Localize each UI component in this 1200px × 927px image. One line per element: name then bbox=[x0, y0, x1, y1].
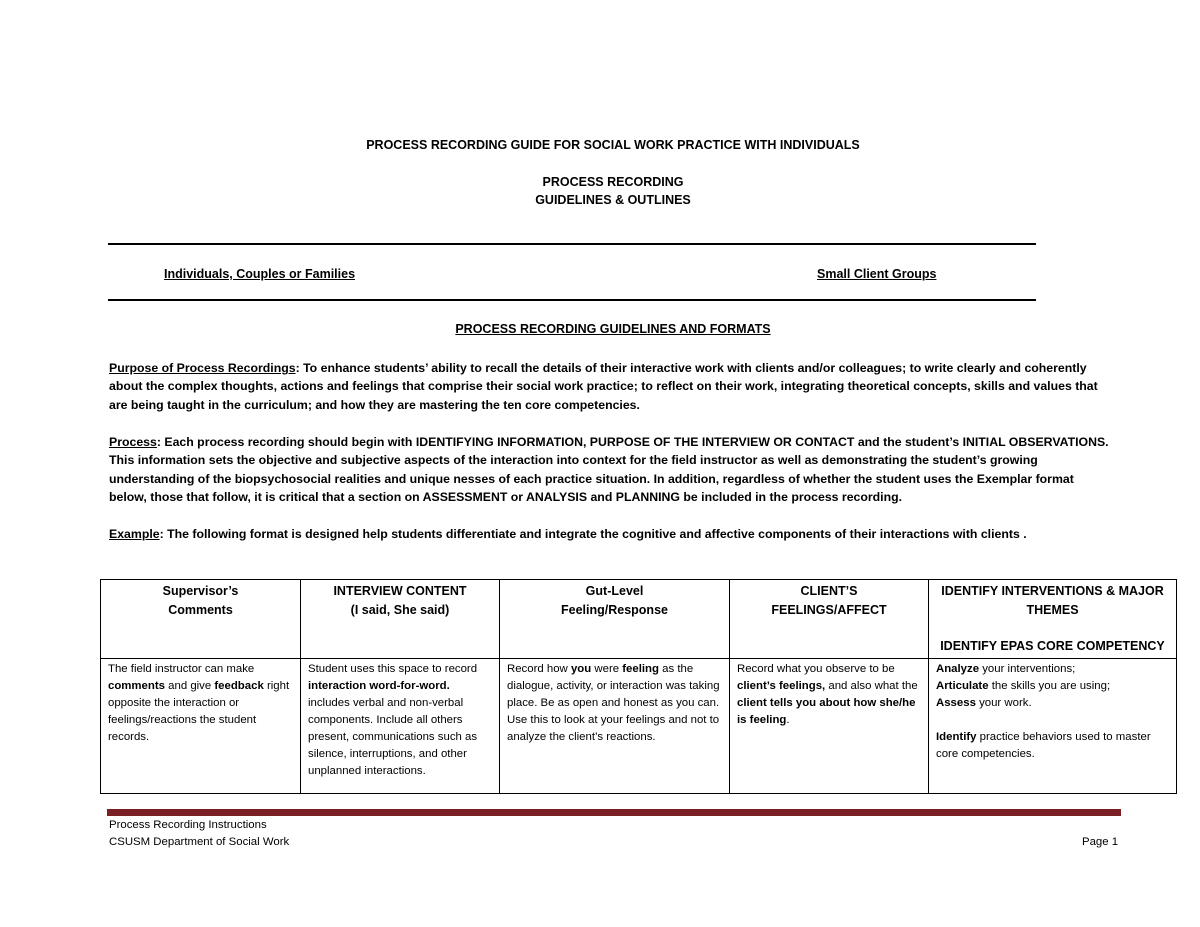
footer-divider-bar bbox=[107, 809, 1121, 816]
cell-gut-level-feeling: Record how you were feeling as the dialogue, activity, or interaction was taking place. Be as open and honest as you can. Use this to look at your feelings and not to analyze the client’s reactions. bbox=[500, 658, 730, 793]
document-title: PROCESS RECORDING GUIDE FOR SOCIAL WORK PRACTICE WITH INDIVIDUALS bbox=[366, 138, 860, 152]
process-paragraph bbox=[109, 433, 1109, 506]
example-label: Example bbox=[109, 527, 160, 541]
process-label: Process bbox=[109, 435, 157, 449]
example-paragraph bbox=[109, 525, 1109, 543]
header-clients-feelings: CLIENT’S FEELINGS/AFFECT bbox=[730, 580, 929, 659]
cell-supervisor-comments: The field instructor can make comments and give feedback right opposite the interaction or feelings/reactions the student records. bbox=[101, 658, 301, 793]
top-rule bbox=[108, 243, 1036, 245]
cell-identify-interventions: Analyze your interventions; Articulate the skills you are using; Assess your work. Identify practice behaviors used to master core competencies. bbox=[929, 658, 1177, 793]
table-row bbox=[101, 658, 1177, 793]
process-text: : Each process recording should begin with IDENTIFYING INFORMATION, PURPOSE OF THE INTERVIEW OR CONTACT and the student’s INITIAL OBSERVATIONS. This information sets the objective and subjective aspects of the interaction into context for the field instructor as well as demonstrating the student’s growing understanding of the biopsychosocial realities and unique nesses of each practice situation. In addition, regardless of whether the student uses the Exemplar format below, those that follow, it is critical that a section on ASSESSMENT or ANALYSIS and PLANNING be included in the process recording. bbox=[109, 435, 1109, 504]
purpose-paragraph bbox=[109, 359, 1109, 414]
process-recording-format-table bbox=[100, 579, 1177, 794]
footer-doc-name: Process Recording Instructions bbox=[109, 819, 267, 831]
section-title: PROCESS RECORDING GUIDELINES AND FORMATS bbox=[455, 322, 771, 336]
cell-interview-content: Student uses this space to record interaction word-for-word. includes verbal and non-verbal components. Include all others present, communications such as silence, interruptions, and other unplanned interactions. bbox=[301, 658, 500, 793]
footer-page-number: Page 1 bbox=[1082, 836, 1119, 848]
bottom-rule bbox=[108, 299, 1036, 301]
header-identify-interventions: IDENTIFY INTERVENTIONS & MAJOR THEMES IDENTIFY EPAS CORE COMPETENCY bbox=[929, 580, 1177, 659]
tab-individuals-couples-families[interactable]: Individuals, Couples or Families bbox=[164, 267, 356, 281]
table-header-row bbox=[101, 580, 1177, 659]
purpose-label: Purpose of Process Recordings bbox=[109, 361, 296, 375]
document-subtitle-1: PROCESS RECORDING bbox=[542, 175, 684, 189]
header-interview-content: INTERVIEW CONTENT (I said, She said) bbox=[301, 580, 500, 659]
document-subtitle-2: GUIDELINES & OUTLINES bbox=[535, 193, 691, 207]
example-text: : The following format is designed help students differentiate and integrate the cognitive and affective components of their interactions with clients . bbox=[159, 527, 1027, 541]
footer-department: CSUSM Department of Social Work bbox=[109, 836, 290, 848]
header-supervisors-comments: Supervisor’s Comments bbox=[101, 580, 301, 659]
purpose-text: : To enhance students’ ability to recall the details of their interactive work with clients and/or colleagues; to write clearly and coherently about the complex thoughts, actions and feelings that comprise their social work practice; to reflect on their work, integrating theoretical concepts, skills and values that are being taught in the curriculum; and how they are mastering the ten core competencies. bbox=[109, 361, 1098, 412]
header-gut-level-feeling: Gut-Level Feeling/Response bbox=[500, 580, 730, 659]
tab-small-client-groups[interactable]: Small Client Groups bbox=[817, 267, 937, 281]
cell-clients-feelings: Record what you observe to be client’s feelings, and also what the client tells you about how she/he is feeling. bbox=[730, 658, 929, 793]
